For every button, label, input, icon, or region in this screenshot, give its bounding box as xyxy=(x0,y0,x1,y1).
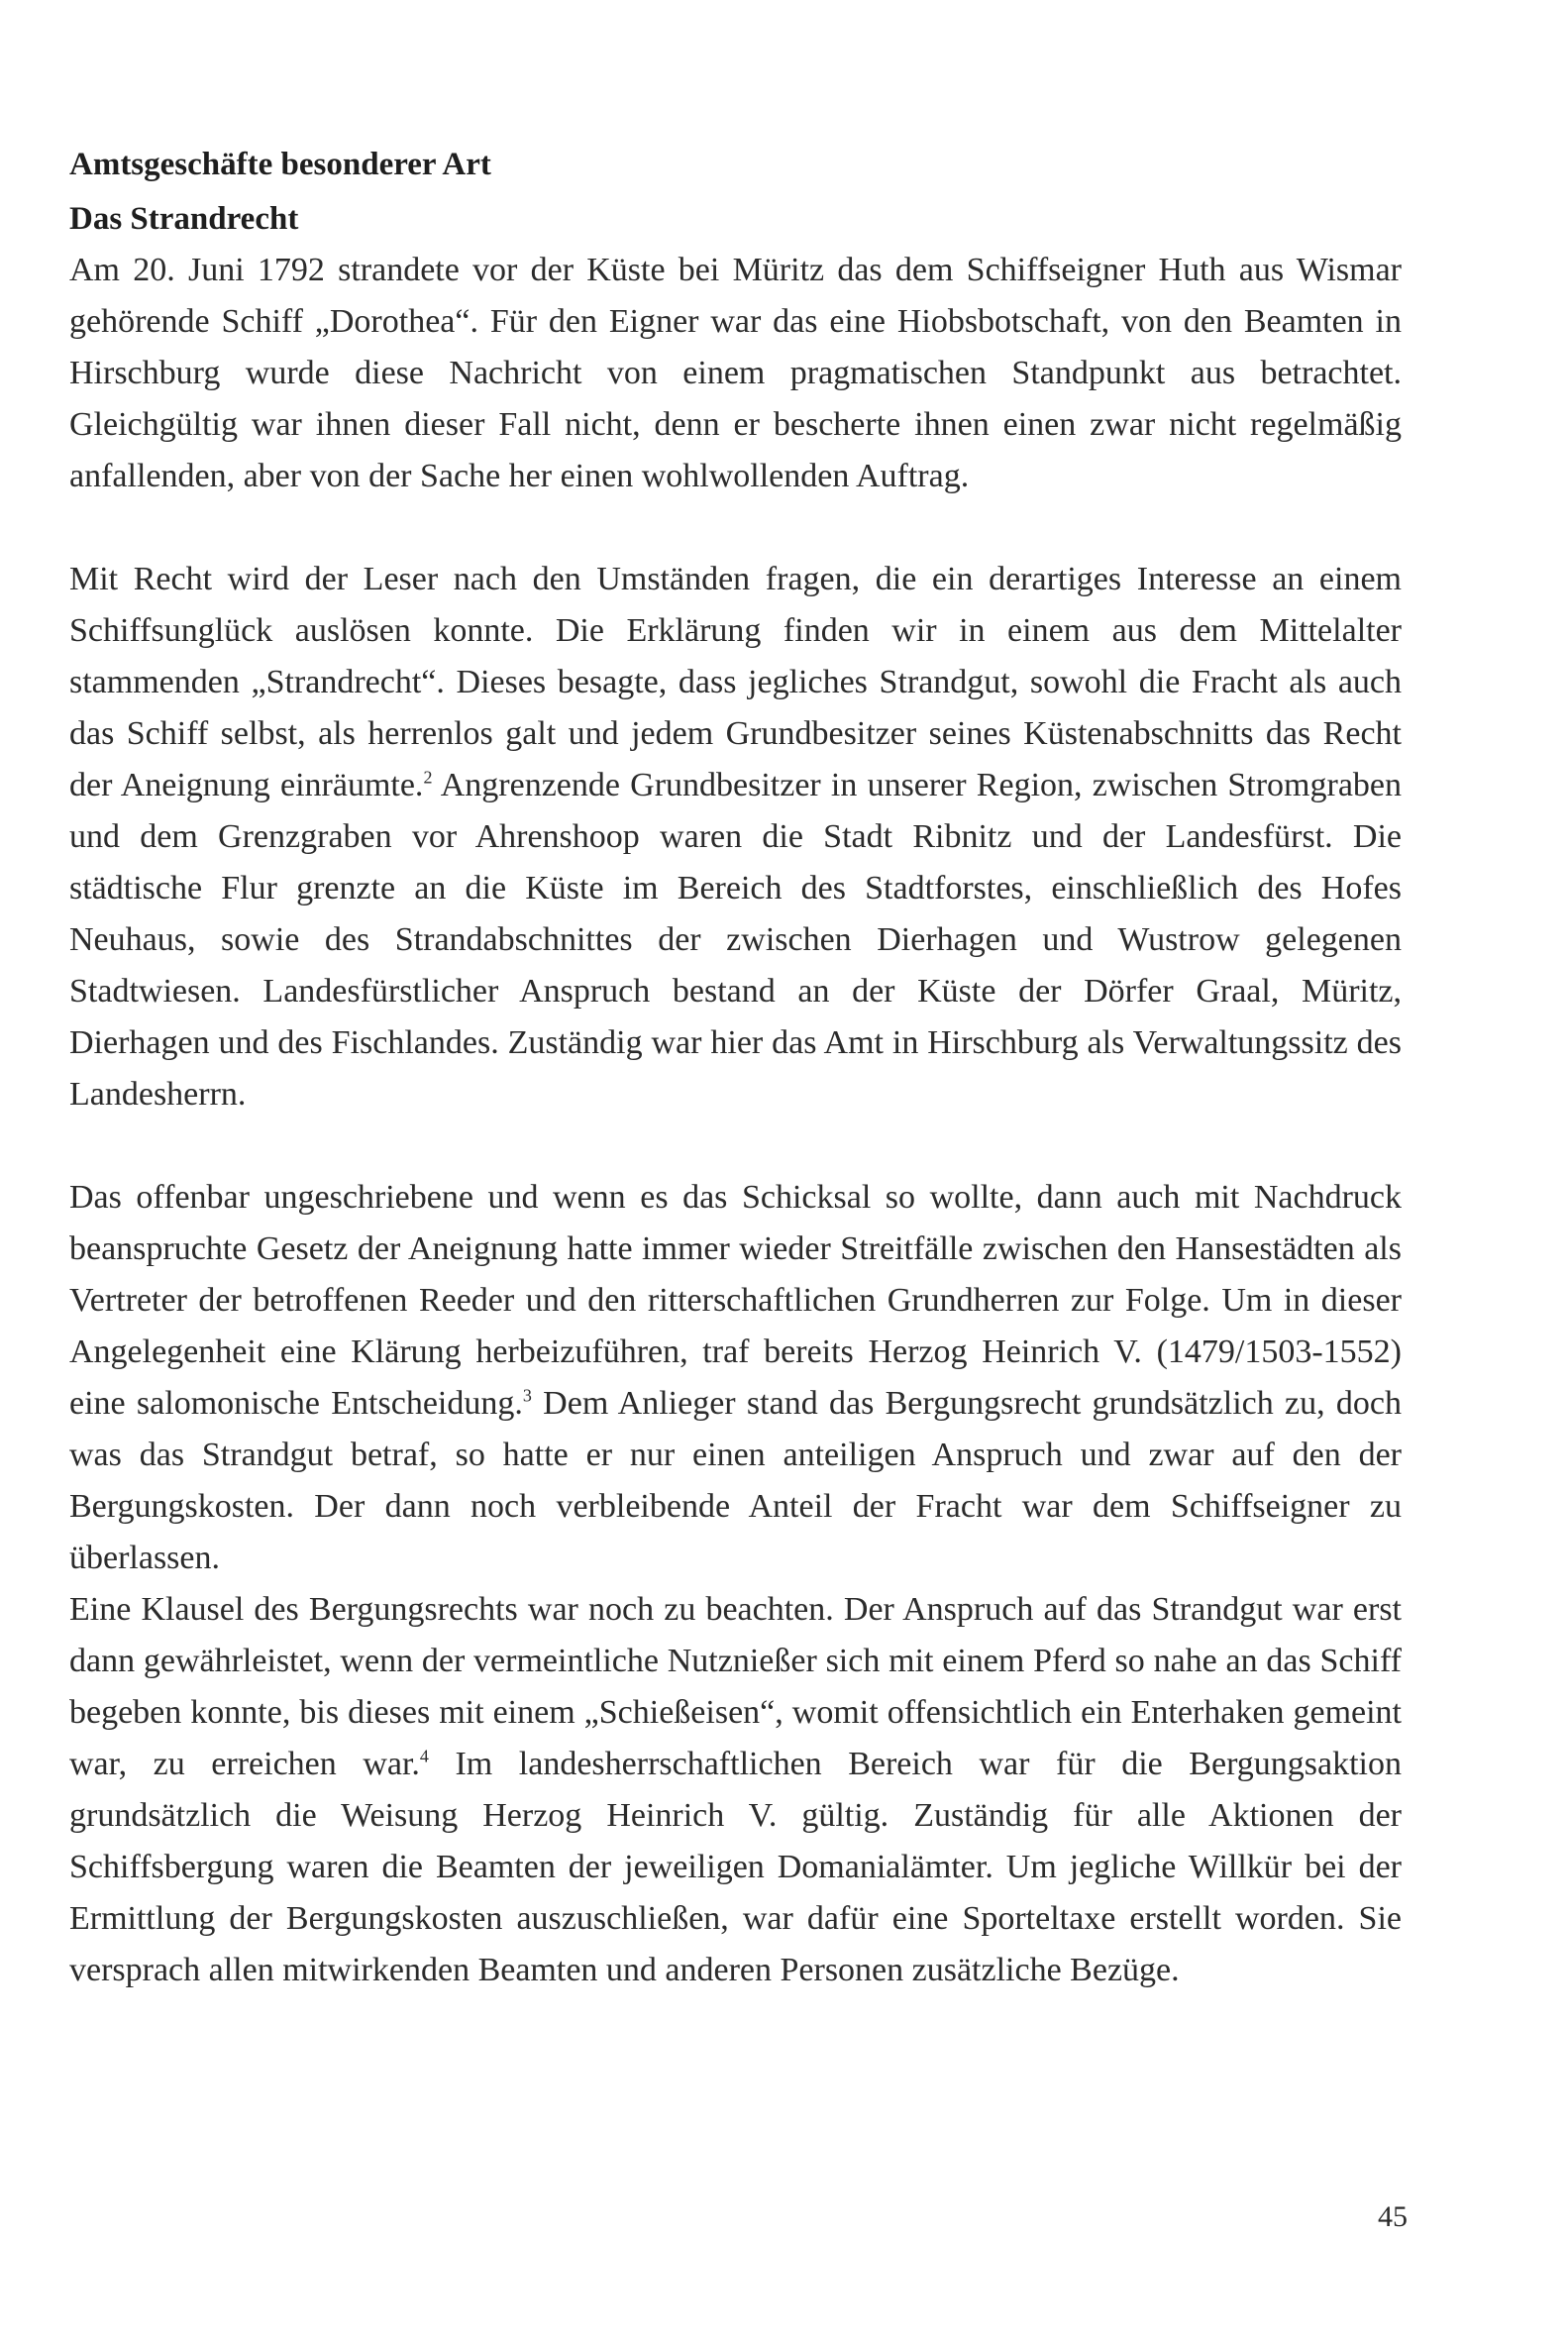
footnote-marker: 3 xyxy=(522,1385,532,1406)
paragraph-4 xyxy=(69,1584,1402,1996)
paragraph-text: Angrenzende Grundbesitzer in unserer Region, zwischen Stromgraben und dem Grenzgraben vor Ahrenshoop waren die Stadt Ribnitz und der Landesfürst. Die städtische Flur grenzte an die Küste im Bereich des Stadtforstes, einschließlich des Hofes Neuhaus, sowie des Strandabschnittes der zwischen Dierhagen und Wustrow gelegenen Stadtwiesen. Landesfürstlicher Anspruch bestand an der Küste der Dörfer Graal, Müritz, Dierhagen und des Fischlandes. Zuständig war hier das Amt in Hirschburg als Verwaltungssitz des Landesherrn. xyxy=(69,767,1403,1113)
section-heading: Amtsgeschäfte besonderer Art xyxy=(69,147,491,182)
paragraph-text: Mit Recht wird der Leser nach den Umständen fragen, die ein derartiges Interesse an einem Schiffsunglück auslösen konnte. Die Erklärung finden wir in einem aus dem Mittelalter stammenden „Strandrecht“. Dieses besagte, dass jegliches Strandgut, sowohl die Fracht als auch das Schiff selbst, als herrenlos galt und jedem Grundbesitzer seines Küstenabschnitts das Recht der Aneignung einräumte. xyxy=(69,561,1402,803)
paragraph-3 xyxy=(69,1172,1402,1584)
page-body xyxy=(69,139,1402,1996)
footnote-marker: 2 xyxy=(423,767,433,788)
subsection-heading: Das Strandrecht xyxy=(69,201,299,237)
paragraph-text: Am 20. Juni 1792 strandete vor der Küste bei Müritz das dem Schiffseigner Huth aus Wismar gehörende Schiff „Dorothea“. Für den Eigner war das eine Hiobsbotschaft, von den Beamten in Hirschburg wurde diese Nachricht von einem pragmatischen Standpunkt aus betrachtet. Gleichgültig war ihnen dieser Fall nicht, denn er bescherte ihnen einen zwar nicht regelmäßig anfallenden, aber von der Sache her einen wohlwollenden Auftrag. xyxy=(69,252,1402,494)
footnote-marker: 4 xyxy=(419,1746,429,1766)
page-number: 45 xyxy=(1378,2200,1408,2233)
paragraph-text: Im landesherrschaftlichen Bereich war für die Bergungsaktion grundsätzlich die Weisung Herzog Heinrich V. gültig. Zuständig für alle Aktionen der Schiffsbergung waren die Beamten der jeweiligen Domanialämter. Um jegliche Willkür bei der Ermittlung der Bergungskosten auszuschließen, war dafür eine Sporteltaxe erstellt worden. Sie versprach allen mitwirkenden Beamten und anderen Personen zusätzliche Bezüge. xyxy=(69,1746,1402,1988)
paragraph-text: Eine Klausel des Bergungsrechts war noch zu beachten. Der Anspruch auf das Strandgut war erst dann gewährleistet, wenn der vermeintliche Nutznießer sich mit einem Pferd so nahe an das Schiff begeben konnte, bis dieses mit einem „Schießeisen“, womit offensichtlich ein Enterhaken gemeint war, zu erreichen war. xyxy=(69,1591,1402,1782)
paragraph-text: Dem Anlieger stand das Bergungsrecht grundsätzlich zu, doch was das Strandgut betraf, so hatte er nur einen anteiligen Anspruch und zwar auf den der Bergungskosten. Der dann noch verbleibende Anteil der Fracht war dem Schiffseigner zu überlassen. xyxy=(69,1385,1402,1576)
paragraph-2 xyxy=(69,554,1402,1120)
paragraph-text: Das offenbar ungeschriebene und wenn es das Schicksal so wollte, dann auch mit Nachdruck beanspruchte Gesetz der Aneignung hatte immer wieder Streitfälle zwischen den Hansestädten als Vertreter der betroffenen Reeder und den ritterschaftlichen Grundherren zur Folge. Um in dieser Angelegenheit eine Klärung herbeizuführen, traf bereits Herzog Heinrich V. (1479/1503-1552) eine salomonische Entscheidung. xyxy=(69,1179,1402,1422)
paragraph-1 xyxy=(69,245,1402,502)
